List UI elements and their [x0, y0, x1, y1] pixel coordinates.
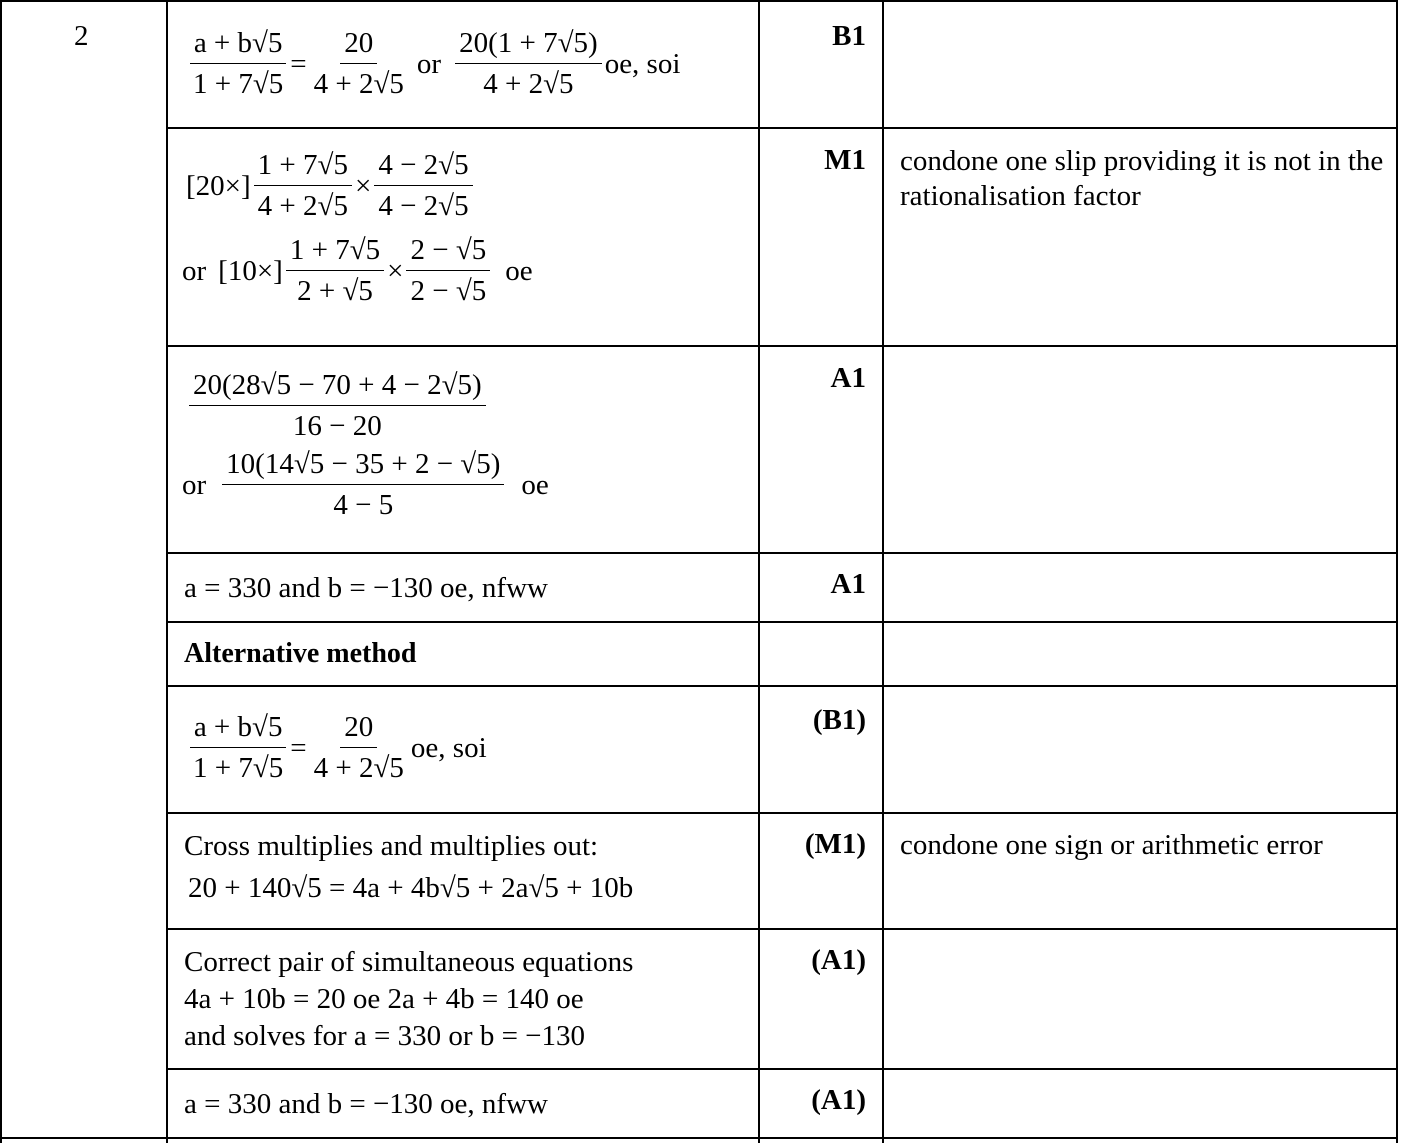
fraction-denominator: 1 + 7√5 [193, 68, 284, 100]
answer-cell-6: $\frac{a + b√5}{1 + 7√5}$ = $\frac{20}{4 + 2√5}$ oe, soi [186, 710, 487, 785]
row-divider [166, 812, 1398, 814]
fraction [286, 233, 384, 308]
answer-cell-9: a = 330 and b = −130 oe, nfww [184, 1088, 548, 1120]
table-border-top [0, 0, 1398, 2]
or-text: or [182, 468, 207, 501]
fraction-denominator: 4 + 2√5 [313, 752, 404, 784]
table-border-right [1396, 0, 1398, 1143]
fraction [189, 368, 486, 443]
fraction [374, 148, 472, 223]
mark-cell-2: M1 [824, 144, 866, 176]
suffix-text: oe, soi [604, 47, 681, 80]
or-text: or [416, 47, 442, 80]
fraction-numerator: 20 [340, 26, 377, 64]
answer-cell-8 [184, 944, 633, 1055]
suffix-text: oe [505, 254, 533, 287]
fraction-denominator: 4 + 2√5 [313, 68, 404, 100]
answer-line: Cross multiplies and multiplies out: [184, 830, 599, 862]
answer-cell-1: $\frac{a + b√5}{1 + 7√5}$ = $\frac{20}{4 + 2√5}$ or $\frac{20(1 + 7√5)}{4 + 2√5}$ oe, soi [186, 26, 680, 101]
answer-cell-4: a = 330 and b = −130 oe, nfww [184, 572, 548, 604]
fraction-numerator: 20(28√5 − 70 + 4 − 2√5) [189, 368, 486, 406]
mark-cell-3: A1 [830, 362, 866, 394]
fraction [189, 26, 287, 101]
fraction-numerator: 1 + 7√5 [254, 148, 352, 186]
guidance-cell-7: condone one sign or arithmetic error [900, 829, 1323, 861]
fraction-denominator: 4 + 2√5 [483, 68, 574, 100]
answer-cell-3 [182, 368, 549, 522]
fraction-denominator: 4 − 2√5 [378, 190, 469, 222]
fraction-numerator: 4 − 2√5 [374, 148, 472, 186]
question-number: 2 [74, 20, 89, 52]
answer-line: 4a + 10b = 20 oe 2a + 4b = 140 oe [184, 983, 584, 1015]
table-border-bottom [0, 1137, 1398, 1139]
table-divider-question [166, 0, 168, 1143]
row-divider [166, 928, 1398, 930]
row-divider [166, 621, 1398, 623]
row-divider [166, 552, 1398, 554]
answer-line: Correct pair of simultaneous equations [184, 946, 634, 978]
mark-cell-1: B1 [832, 20, 866, 52]
fraction-numerator: a + b√5 [190, 710, 287, 748]
table-border-left [0, 0, 2, 1143]
row-divider [166, 685, 1398, 687]
fraction-numerator: 1 + 7√5 [286, 233, 384, 271]
times-symbol: × [354, 169, 372, 202]
mark-cell-9: (A1) [811, 1084, 866, 1116]
answer-equation: 20 + 140√5 = 4a + 4b√5 + 2a√5 + 10b [188, 872, 634, 904]
fraction-numerator: 20 [340, 710, 377, 748]
times-symbol: × [387, 254, 404, 287]
fraction-numerator: a + b√5 [190, 26, 287, 64]
fraction-denominator: 16 − 20 [292, 410, 382, 442]
fraction-denominator: 4 + 2√5 [257, 190, 348, 222]
fraction [254, 148, 352, 223]
or-text: or [182, 254, 207, 287]
guidance-cell-2: condone one slip providing it is not in the rationalisation factor [900, 145, 1384, 212]
suffix-text: oe, soi [410, 731, 487, 764]
mark-cell-6: (B1) [812, 704, 866, 736]
answer-line: and solves for a = 330 or b = −130 [184, 1020, 586, 1052]
fraction-denominator: 4 − 5 [333, 489, 394, 521]
fraction [222, 447, 504, 522]
suffix-text: oe [521, 468, 549, 501]
fraction-denominator: 1 + 7√5 [193, 752, 284, 784]
alternative-method-heading: Alternative method [184, 638, 417, 669]
fraction [406, 233, 490, 308]
fraction-denominator: 2 − √5 [410, 275, 487, 307]
mark-cell-8: (A1) [811, 944, 866, 976]
fraction [310, 26, 408, 101]
table-divider-answer [758, 0, 760, 1143]
fraction-denominator: 2 + √5 [297, 275, 373, 307]
fraction-numerator: 20(1 + 7√5) [455, 26, 602, 64]
mark-cell-4: A1 [830, 568, 866, 600]
prefix-text: [20×] [186, 169, 251, 202]
row-divider [166, 345, 1398, 347]
fraction-numerator: 2 − √5 [406, 233, 490, 271]
answer-cell-7 [184, 828, 633, 906]
answer-cell-2 [182, 148, 533, 308]
prefix-text: [10×] [218, 254, 283, 287]
table-divider-mark [882, 0, 884, 1143]
fraction-numerator: 10(14√5 − 35 + 2 − √5) [222, 447, 504, 485]
row-divider [166, 127, 1398, 129]
mark-cell-7: (M1) [804, 828, 866, 860]
fraction [455, 26, 602, 101]
row-divider [166, 1068, 1398, 1070]
fraction [310, 710, 408, 785]
fraction [189, 710, 287, 785]
